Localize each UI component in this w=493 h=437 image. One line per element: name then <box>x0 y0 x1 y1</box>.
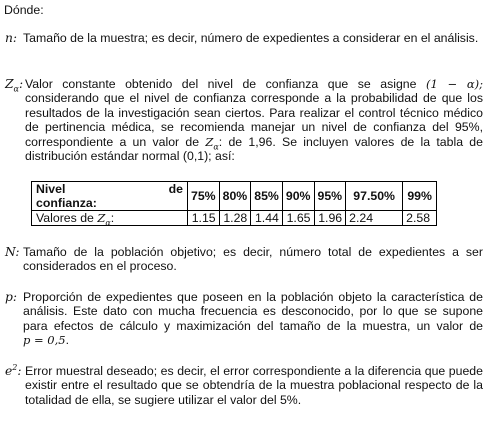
definition-N <box>5 245 483 274</box>
table-header-cell: 99% <box>403 182 437 211</box>
confidence-table <box>31 181 437 226</box>
table-cell: 2.58 <box>403 211 437 226</box>
table-cell: 1.44 <box>251 211 283 226</box>
definition-p-text-b: . <box>65 333 70 348</box>
table-header-cell: 85% <box>251 182 283 211</box>
math-p-equals: p = 0,5 <box>23 333 66 348</box>
definition-n <box>5 31 483 45</box>
definition-e-squared <box>5 364 483 407</box>
table-header-cell: 80% <box>219 182 251 211</box>
math-one-minus-alpha: (1 − α); <box>425 77 483 91</box>
definition-z-text-a: Valor constante obtenido del nivel de confianza que se asigne <box>25 77 417 91</box>
definition-e-text: Error muestral deseado; es decir, el error correspondiente a la diferencia que puede existir entre el resultado que se obtendría de la muestra poblacional respecto de la totalidad de ella, se sugiere utilizar el valor del 5%. <box>25 364 483 407</box>
definition-p <box>5 290 483 348</box>
math-z-alpha: $Z_\alpha$ <box>205 134 219 151</box>
table-cell: 1.96 <box>314 211 346 226</box>
symbol-e-squared: $e^2$: <box>5 362 22 378</box>
definition-z-text-b: considerando que el nivel de confianza corresponde a la probabilidad de que los resultados de la investigación sean ciertos. Para realizar el control técnico médico de pertinencia médica, se recomienda manejar un nivel de confianza del 95%, correspondiente a un valor de <box>25 91 483 149</box>
definition-z-text-c: : de 1,96. Se incluyen valores de la tabla de distribución estándar normal (0,1); así: <box>25 134 483 164</box>
table-cell: 1.65 <box>282 211 314 226</box>
definition-N-text: Tamaño de la población objetivo; es decir, número total de expedientes a ser considerados en el proceso. <box>23 245 483 274</box>
table-cell: 1.15 <box>188 211 220 226</box>
table-header-cell: 95% <box>314 182 346 211</box>
symbol-n: n: <box>5 31 18 45</box>
symbol-p: p: <box>5 290 18 304</box>
symbol-N: N: <box>5 245 20 259</box>
table-header-cell: 75% <box>188 182 220 211</box>
table-header-cell: 97.50% <box>346 182 403 211</box>
table-header-label: Nivel de confianza: <box>32 182 188 211</box>
table-header-cell: 90% <box>282 182 314 211</box>
table-row <box>32 211 437 226</box>
table-cell: 2.24 <box>346 211 403 226</box>
heading-donde: Dónde: <box>4 3 44 17</box>
table-row-label: Valores de $Z_\alpha$: <box>32 211 188 226</box>
symbol-z-alpha: $Z_\alpha$: <box>5 77 24 94</box>
definition-z-alpha <box>5 77 483 163</box>
definition-p-text-a: Proporción de expedientes que poseen en la población objeto la característica de análisis. Este dato con mucha frecuencia es desconocido, por lo que se supone para efectos de cálculo y maximización del tamaño de la muestra, un valor de <box>23 290 483 333</box>
table-header-row <box>32 182 437 211</box>
table-cell: 1.28 <box>219 211 251 226</box>
definition-n-text: Tamaño de la muestra; es decir, número de expedientes a considerar en el análisis. <box>23 31 479 45</box>
